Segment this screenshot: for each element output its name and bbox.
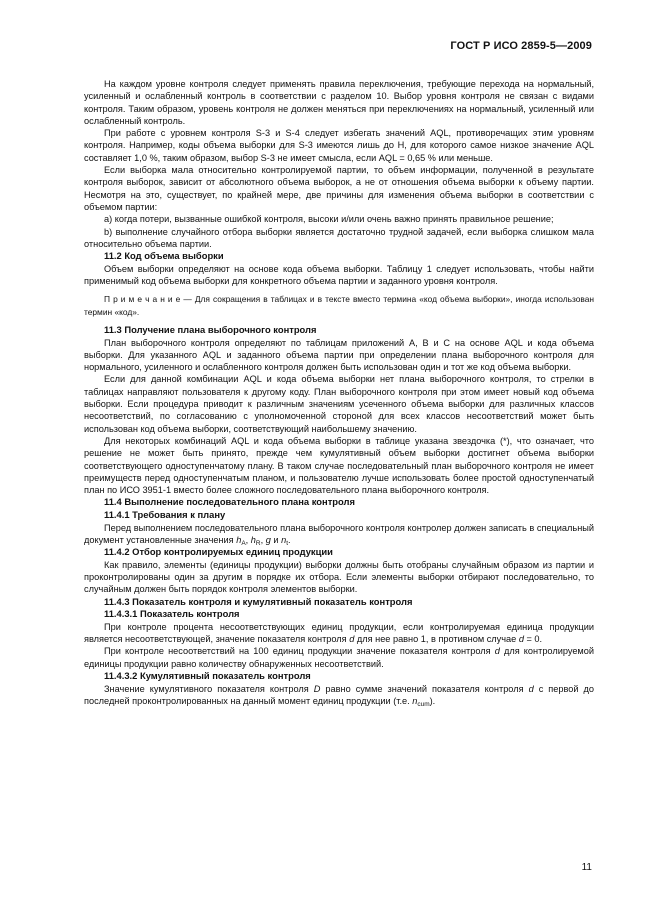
symbol-h: h — [250, 534, 256, 545]
text-run: для нее равно 1, в противном случае — [354, 634, 519, 645]
paragraph: Для некоторых комбинаций AQL и кода объема выборки в таблице указана звездочка (*), что означает, что решение не может быть принято, прежде чем кумулятивный объем выборки достигнет объема выборки соответствующего одноступенчатому плану. В таком случае последовательный план выборочного контроля не имеет преимуществ перед одноступенчатым планом, и пользователю лучше использовать более простой одноступенчатый план по ИСО 3951-1 вместо более сложного последовательного плана выборочного контроля. — [84, 435, 594, 496]
list-item-a: а) когда потери, вызванные ошибкой контроля, высоки и/или очень важно принять правильное решение; — [104, 214, 554, 225]
paragraph: При работе с уровнем контроля S-3 и S-4 следует избегать значений AQL, противоречащих этим уровням контроля. Например, коды объема выборки для S-3 имеются лишь до H, для которого самое низкое значение AQL составляет 1,0 %, таким образом, выбор S-3 не имеет смысла, если AQL = 0,65 % или меньше. — [84, 128, 594, 163]
note — [84, 293, 594, 318]
page-number: 11 — [581, 862, 592, 873]
section-heading-11-3: 11.3 Получение плана выборочного контроля — [104, 323, 317, 335]
symbol-n: n — [412, 695, 418, 706]
text-run: с первой до последней проконтролированных на данный момент единиц продукции (т.е. — [84, 683, 595, 706]
subscript: A — [241, 539, 246, 547]
paragraph — [84, 683, 594, 708]
paragraph: Если для данной комбинации AQL и кода объема выборки нет плана выборочного контроля, то стрелки в таблицах направляют пользователя к другому коду. План выборочного контроля при этом имеет новый код объема выборки. Если процедура приводит к различным значениям усеченного объема выборки для различных классов несоответствий, по согласованию с уполномоченной стороной для всех классов несоответствий может быть использован код объема выборки, соответствующий наибольшему значению. — [84, 374, 594, 434]
text-run: равно сумме значений показателя контроля — [320, 683, 529, 694]
text-run: для контролируемой единицы продукции равно количеству обнаруженных несоответствий. — [84, 646, 594, 669]
paragraph: Если выборка мала относительно контролируемой партии, то объем информации, полученной в результате контроля выборок, зависит от абсолютного объема выборок, а не от отношения объема выборки к объему партии. Несмотря на это, существует, по крайней мере, две причины для изменения объема выборки в соответствии с объемом партии: — [84, 165, 594, 212]
text-run: и — [270, 534, 282, 545]
symbol-h: h — [236, 534, 242, 545]
standard-header: ГОСТ Р ИСО 2859-5—2009 — [450, 40, 592, 52]
document-body — [84, 78, 594, 707]
text-run: Перед выполнением последовательного плана выборочного контроля контролер должен записать в специальный документ установленные значения — [84, 522, 594, 545]
subscript: t — [286, 539, 289, 547]
text-run: . — [288, 534, 291, 545]
paragraph — [84, 522, 594, 547]
paragraph: Объем выборки определяют на основе кода объема выборки. Таблицу 1 следует использовать, чтобы найти применимый код объема выборки для конкретного объема партии и заданного уровня контроля. — [84, 263, 594, 287]
section-heading-11-2: 11.2 Код объема выборки — [104, 250, 224, 262]
symbol-d: d — [528, 683, 534, 694]
paragraph — [84, 621, 594, 646]
text-run: Значение кумулятивного показателя контроля — [104, 683, 314, 694]
paragraph: На каждом уровне контроля следует применять правила переключения, требующие перехода на нормальный, усиленный и ослабленный контроль в соответствии с разделом 10. Выбор уровня контроля не связан с видами контроля. Таким образом, уровень контроля не должен меняться при переключениях на нормальный, усиленный или ослабленный контроль. — [84, 79, 594, 126]
section-heading-11-4-3-2: 11.4.3.2 Кумулятивный показатель контроля — [104, 670, 311, 682]
text-run: , — [260, 534, 266, 545]
symbol-D: D — [313, 683, 321, 694]
text-run: = 0. — [523, 634, 543, 645]
symbol-d: d — [518, 634, 524, 645]
text-run: ). — [429, 695, 436, 706]
text-run: При контроле несоответствий на 100 единиц продукции значение показателя контроля — [104, 646, 495, 657]
note-label: П р и м е ч а н и е — [104, 294, 181, 305]
note-text: — Для сокращения в таблицах и в тексте вместо термина «код объема выборки», иногда использован термин «код». — [84, 294, 594, 317]
symbol-d: d — [349, 634, 355, 645]
symbol-d: d — [494, 646, 500, 657]
list-item-b: b) выполнение случайного отбора выборки является достаточно трудной задачей, если выборка слишком мала относительно объема партии. — [84, 226, 594, 249]
section-heading-11-4-1: 11.4.1 Требования к плану — [104, 508, 226, 520]
paragraph — [84, 645, 594, 670]
paragraph: План выборочного контроля определяют по таблицам приложений A, B и C на основе AQL и кода объема выборки. Для указанного AQL и заданного объема партии при определении плана выборочного контроля для нормального, усиленного и ослабленного контроля должен быть использован один и тот же код объема выборки. — [84, 337, 594, 373]
symbol-n: n — [281, 534, 287, 545]
paragraph: Как правило, элементы (единицы продукции) выборки должны быть отобраны случайным образом из партии и проконтролированы один за другим в порядке их отбора. Если элементы выборки отбирают последовательно, то случайным должен быть порядок контроля элементов выборки. — [84, 559, 594, 595]
section-heading-11-4-3-1: 11.4.3.1 Показатель контроля — [104, 608, 240, 620]
section-heading-11-4: 11.4 Выполнение последовательного плана контроля — [104, 496, 355, 508]
symbol-g: g — [265, 534, 271, 545]
subscript: R — [255, 539, 261, 547]
text-run: , — [245, 534, 251, 545]
subscript: cum — [417, 700, 430, 708]
section-heading-11-4-2: 11.4.2 Отбор контролируемых единиц продукции — [104, 546, 333, 558]
text-run: При контроле процента несоответствующих единиц продукции, если контролируемая единица продукции является несоответствующей, значение показателя контроля — [84, 621, 594, 645]
section-heading-11-4-3: 11.4.3 Показатель контроля и кумулятивный показатель контроля — [104, 595, 413, 607]
